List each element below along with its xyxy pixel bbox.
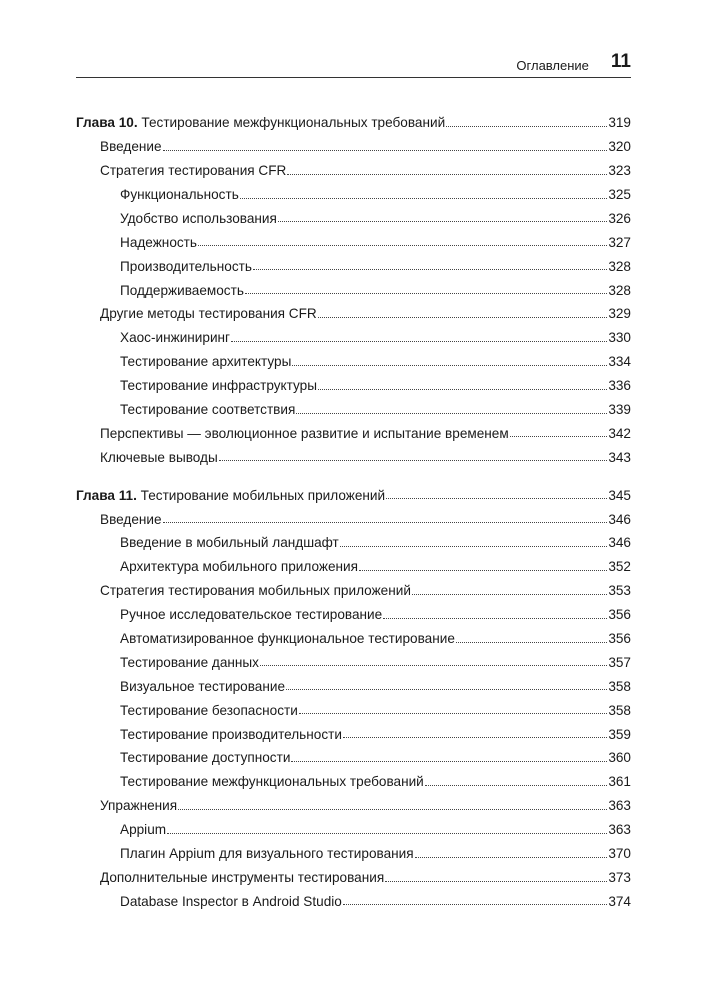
toc-entry-page: 323 xyxy=(608,163,631,179)
dot-leader xyxy=(343,737,607,738)
toc-entry-label xyxy=(100,427,509,441)
dot-leader xyxy=(359,570,607,571)
toc-entry[interactable] xyxy=(76,765,631,789)
dot-leader xyxy=(219,460,608,461)
dot-leader xyxy=(386,498,607,499)
toc-entry[interactable] xyxy=(76,417,631,441)
dot-leader xyxy=(318,389,607,390)
toc-entry-title: Тестирование мобильных приложений xyxy=(136,487,386,503)
toc-entry-label xyxy=(120,188,239,202)
toc-chapter-entry[interactable] xyxy=(76,478,631,502)
toc-entry[interactable] xyxy=(76,550,631,574)
toc-entry-title: Введение xyxy=(100,139,162,155)
toc-entry[interactable] xyxy=(76,622,631,646)
toc-entry-title: Тестирование безопасности xyxy=(120,702,298,718)
toc-entry-page: 363 xyxy=(608,798,631,814)
toc-entry-page: 330 xyxy=(608,330,631,346)
toc-entry-label xyxy=(120,608,382,622)
toc-entry-title: Ключевые выводы xyxy=(100,449,218,465)
dot-leader xyxy=(167,833,607,834)
dot-leader xyxy=(299,713,607,714)
toc-entry-label xyxy=(120,236,197,250)
dot-leader xyxy=(286,689,607,690)
toc-entry[interactable] xyxy=(76,393,631,417)
toc-entry[interactable] xyxy=(76,345,631,369)
dot-leader xyxy=(198,245,607,246)
dot-leader xyxy=(292,365,607,366)
toc-entry-title: Стратегия тестирования CFR xyxy=(100,163,287,179)
toc-entry-page: 358 xyxy=(608,678,631,694)
toc-entry-title: Тестирование данных xyxy=(120,654,259,670)
page-number: 11 xyxy=(610,51,631,72)
toc-entry-title: Поддерживаемость xyxy=(120,282,244,298)
toc-entry-label xyxy=(120,379,317,393)
toc-entry-label xyxy=(120,632,455,646)
dot-leader xyxy=(231,341,607,342)
toc-entry-page: 329 xyxy=(608,306,631,322)
toc-entry-label xyxy=(120,403,295,417)
toc-entry-page: 358 xyxy=(608,702,631,718)
dot-leader xyxy=(163,522,608,523)
toc-entry-title: Хаос-инжиниринг xyxy=(120,330,231,346)
toc-entry[interactable] xyxy=(76,249,631,273)
toc-entry-page: 334 xyxy=(608,354,631,370)
toc-entry-label xyxy=(120,536,339,550)
chapter-number: Глава 11. xyxy=(76,487,137,503)
toc-entry[interactable] xyxy=(76,440,631,464)
toc-entry[interactable] xyxy=(76,154,631,178)
toc-entry-title: Appium xyxy=(120,822,167,838)
toc-entry[interactable] xyxy=(76,273,631,297)
toc-entry-title: Тестирование межфункциональных требований xyxy=(137,115,446,131)
toc-entry-label xyxy=(76,116,445,130)
dot-leader xyxy=(296,413,607,414)
toc-entry-page: 327 xyxy=(608,234,631,250)
toc-entry-page: 363 xyxy=(608,822,631,838)
toc-entry-title: Тестирование доступности xyxy=(120,750,291,766)
toc-entry-page: 326 xyxy=(608,210,631,226)
toc-entry[interactable] xyxy=(76,885,631,909)
toc-entry-title: Автоматизированное функциональное тестирование xyxy=(120,631,455,646)
toc-entry-page: 328 xyxy=(608,282,631,298)
toc-entry-label xyxy=(120,895,342,909)
toc-entry-title: Введение в мобильный ландшафт xyxy=(120,535,339,551)
dot-leader xyxy=(291,761,607,762)
toc-entry[interactable] xyxy=(76,130,631,154)
dot-leader xyxy=(178,809,607,810)
dot-leader xyxy=(245,293,607,294)
dot-leader xyxy=(163,150,608,151)
toc-entry[interactable] xyxy=(76,178,631,202)
toc-entry-label xyxy=(120,260,252,274)
toc-entry-label xyxy=(120,331,230,345)
toc-entry-label xyxy=(120,751,290,765)
toc-entry-page: 325 xyxy=(608,186,631,202)
dot-leader xyxy=(340,546,608,547)
dot-leader xyxy=(278,221,607,222)
toc-entry-label xyxy=(120,847,414,861)
dot-leader xyxy=(510,436,608,437)
toc-entry-page: 359 xyxy=(608,726,631,742)
toc-entry-label xyxy=(120,775,424,789)
toc-entry-label xyxy=(120,656,259,670)
toc-entry-label xyxy=(120,728,342,742)
chapter-gap xyxy=(76,464,631,478)
chapter-number: Глава 10. xyxy=(76,115,138,131)
dot-leader xyxy=(446,126,607,127)
toc-entry-page: 374 xyxy=(608,893,631,909)
toc-entry-label xyxy=(100,799,177,813)
toc-entry-title: Плагин Appium для визуального тестирования xyxy=(120,846,414,862)
toc-entry-label xyxy=(120,212,277,226)
toc-entry[interactable] xyxy=(76,321,631,345)
toc-entry[interactable] xyxy=(76,574,631,598)
toc-entry-label xyxy=(120,680,285,694)
toc-entry-title: Тестирование соответствия xyxy=(120,401,296,417)
toc-entry-label xyxy=(100,307,317,321)
toc-entry[interactable] xyxy=(76,502,631,526)
toc-entry[interactable] xyxy=(76,225,631,249)
toc-entry[interactable] xyxy=(76,717,631,741)
toc-entry-page: 343 xyxy=(608,449,631,465)
toc-entry[interactable] xyxy=(76,693,631,717)
dot-leader xyxy=(260,665,607,666)
toc-entry-title: Дополнительные инструменты тестирования xyxy=(100,869,385,885)
toc-entry-page: 353 xyxy=(608,583,631,599)
dot-leader xyxy=(318,317,608,318)
toc-entry-label xyxy=(120,704,298,718)
toc-entry[interactable] xyxy=(76,646,631,670)
dot-leader xyxy=(415,857,608,858)
toc-entry[interactable] xyxy=(76,813,631,837)
toc-entry-label xyxy=(120,355,291,369)
dot-leader xyxy=(425,785,608,786)
dot-leader xyxy=(385,881,607,882)
toc-entry[interactable] xyxy=(76,526,631,550)
dot-leader xyxy=(343,904,607,905)
dot-leader xyxy=(240,198,608,199)
toc-entry-page: 370 xyxy=(608,846,631,862)
toc-entry-title: Тестирование межфункциональных требований xyxy=(120,774,424,790)
dot-leader xyxy=(253,269,607,270)
toc-entry-page: 360 xyxy=(608,750,631,766)
toc-entry-title: Визуальное тестирование xyxy=(120,678,286,694)
toc-entry-title: Стратегия тестирования мобильных приложений xyxy=(100,583,411,599)
toc-entry-label xyxy=(100,164,286,178)
toc-entry-title: Другие методы тестирования CFR xyxy=(100,306,317,322)
header-title: Оглавление xyxy=(516,58,589,73)
dot-leader xyxy=(412,594,607,595)
dot-leader xyxy=(456,642,607,643)
toc-entry-page: 352 xyxy=(608,559,631,575)
toc-entry-title: Производительность xyxy=(120,258,252,274)
table-of-contents xyxy=(76,106,631,908)
toc-entry-page: 356 xyxy=(608,607,631,623)
toc-entry-title: Надежность xyxy=(120,234,197,250)
dot-leader xyxy=(287,174,607,175)
toc-entry-page: 346 xyxy=(608,511,631,527)
toc-entry-label xyxy=(100,871,384,885)
toc-entry-title: Database Inspector в Android Studio xyxy=(120,893,342,909)
toc-entry-title: Удобство использования xyxy=(120,210,277,226)
toc-entry-title: Тестирование инфраструктуры xyxy=(120,378,317,394)
toc-entry-label xyxy=(100,451,218,465)
toc-entry-page: 320 xyxy=(608,139,631,155)
dot-leader xyxy=(383,618,607,619)
toc-entry-page: 373 xyxy=(608,869,631,885)
toc-entry-page: 336 xyxy=(608,378,631,394)
toc-entry-title: Архитектура мобильного приложения xyxy=(120,559,359,575)
toc-entry-label xyxy=(120,284,244,298)
toc-entry-title: Упражнения xyxy=(100,798,178,814)
toc-entry-label xyxy=(100,140,162,154)
running-header xyxy=(76,52,631,78)
toc-entry-title: Перспективы — эволюционное развитие и испытание временем xyxy=(100,425,509,441)
toc-entry-page: 345 xyxy=(608,487,631,503)
toc-chapter-entry[interactable] xyxy=(76,106,631,130)
toc-entry[interactable] xyxy=(76,297,631,321)
toc-entry[interactable] xyxy=(76,789,631,813)
toc-entry[interactable] xyxy=(76,369,631,393)
toc-entry-label xyxy=(100,584,411,598)
toc-entry[interactable] xyxy=(76,741,631,765)
toc-entry-title: Тестирование архитектуры xyxy=(120,354,292,370)
toc-entry-label xyxy=(76,489,385,503)
toc-entry-title: Введение xyxy=(100,511,162,527)
toc-entry-title: Функциональность xyxy=(120,186,239,202)
toc-entry-page: 328 xyxy=(608,258,631,274)
toc-entry[interactable] xyxy=(76,837,631,861)
toc-entry-label xyxy=(120,560,358,574)
toc-entry-page: 356 xyxy=(608,631,631,646)
toc-entry-page: 361 xyxy=(608,774,631,790)
toc-entry-label xyxy=(100,513,162,527)
toc-entry[interactable] xyxy=(76,598,631,622)
toc-entry-label xyxy=(120,823,166,837)
toc-entry-page: 346 xyxy=(608,535,631,551)
toc-entry-title: Ручное исследовательское тестирование xyxy=(120,607,383,623)
toc-entry-page: 339 xyxy=(608,401,631,417)
toc-entry-page: 342 xyxy=(608,425,631,441)
toc-entry[interactable] xyxy=(76,861,631,885)
toc-entry-title: Тестирование производительности xyxy=(120,726,342,742)
toc-entry[interactable] xyxy=(76,669,631,693)
toc-entry[interactable] xyxy=(76,202,631,226)
toc-entry-page: 319 xyxy=(608,115,631,131)
toc-entry-page: 357 xyxy=(608,654,631,670)
